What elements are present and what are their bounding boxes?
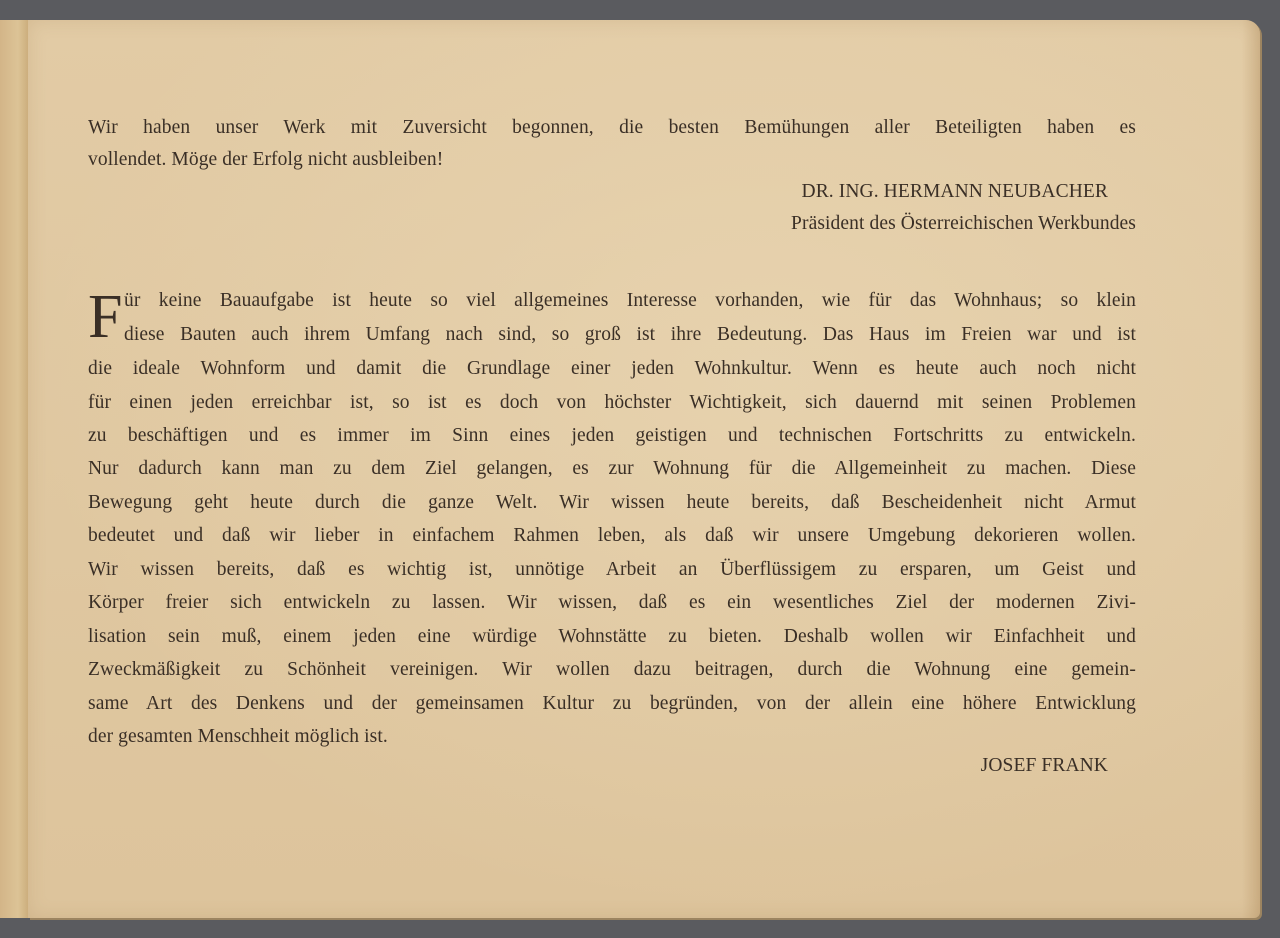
essay-line-6: Nur dadurch kann man zu dem Ziel gelangen, es zur Wohnung für die Allgemeinheit zu machen. Diese [88, 458, 1136, 479]
essay-line-5: zu beschäftigen und es immer im Sinn eines jeden geistigen und technischen Fortschritts zu entwickeln. [88, 425, 1136, 446]
drop-cap: F [88, 283, 123, 351]
intro-author-name: DR. ING. HERMANN NEUBACHER [801, 181, 1108, 202]
essay-line-3: die ideale Wohnform und damit die Grundlage einer jeden Wohnkultur. Wenn es heute auch noch nicht [88, 358, 1136, 379]
essay-author-name: JOSEF FRANK [980, 755, 1108, 776]
essay-line-7: Bewegung geht heute durch die ganze Welt. Wir wissen heute bereits, daß Bescheidenheit nicht Armut [88, 492, 1136, 513]
intro-author-title: Präsident des Österreichischen Werkbundes [791, 213, 1136, 234]
essay-line-9: Wir wissen bereits, daß es wichtig ist, unnötige Arbeit an Überflüssigem zu ersparen, um Geist und [88, 559, 1136, 580]
essay-line-13: same Art des Denkens und der gemeinsamen Kultur zu begründen, von der allein eine höhere Entwicklung [88, 693, 1136, 714]
essay-line-12: Zweckmäßigkeit zu Schönheit vereinigen. Wir wollen dazu beitragen, durch die Wohnung eine gemein- [88, 659, 1136, 680]
intro-line-1: Wir haben unser Werk mit Zuversicht begonnen, die besten Bemühungen aller Beteiligten haben es [88, 117, 1136, 138]
essay-line-2: diese Bauten auch ihrem Umfang nach sind, so groß ist ihre Bedeutung. Das Haus im Freien war und ist [124, 324, 1136, 345]
essay-line-4: für einen jeden erreichbar ist, so ist es doch von höchster Wichtigkeit, sich dauernd mit seinen Problemen [88, 392, 1136, 413]
essay-line-14: der gesamten Menschheit möglich ist. [88, 726, 388, 747]
essay-line-10: Körper freier sich entwickeln zu lassen. Wir wissen, daß es ein wesentliches Ziel der modernen Zivi- [88, 592, 1136, 613]
page-curl-shadow [1242, 20, 1260, 918]
essay-line-11: lisation sein muß, einem jeden eine würdige Wohnstätte zu bieten. Deshalb wollen wir Einfachheit und [88, 626, 1136, 647]
intro-line-2: vollendet. Möge der Erfolg nicht ausbleiben! [88, 149, 444, 170]
essay-line-8: bedeutet und daß wir lieber in einfachem Rahmen leben, als daß wir unsere Umgebung dekorieren wollen. [88, 525, 1136, 546]
left-page-edge [0, 20, 31, 918]
essay-line-1: ür keine Bauaufgabe ist heute so viel allgemeines Interesse vorhanden, wie für das Wohnhaus; so klein [124, 290, 1136, 311]
